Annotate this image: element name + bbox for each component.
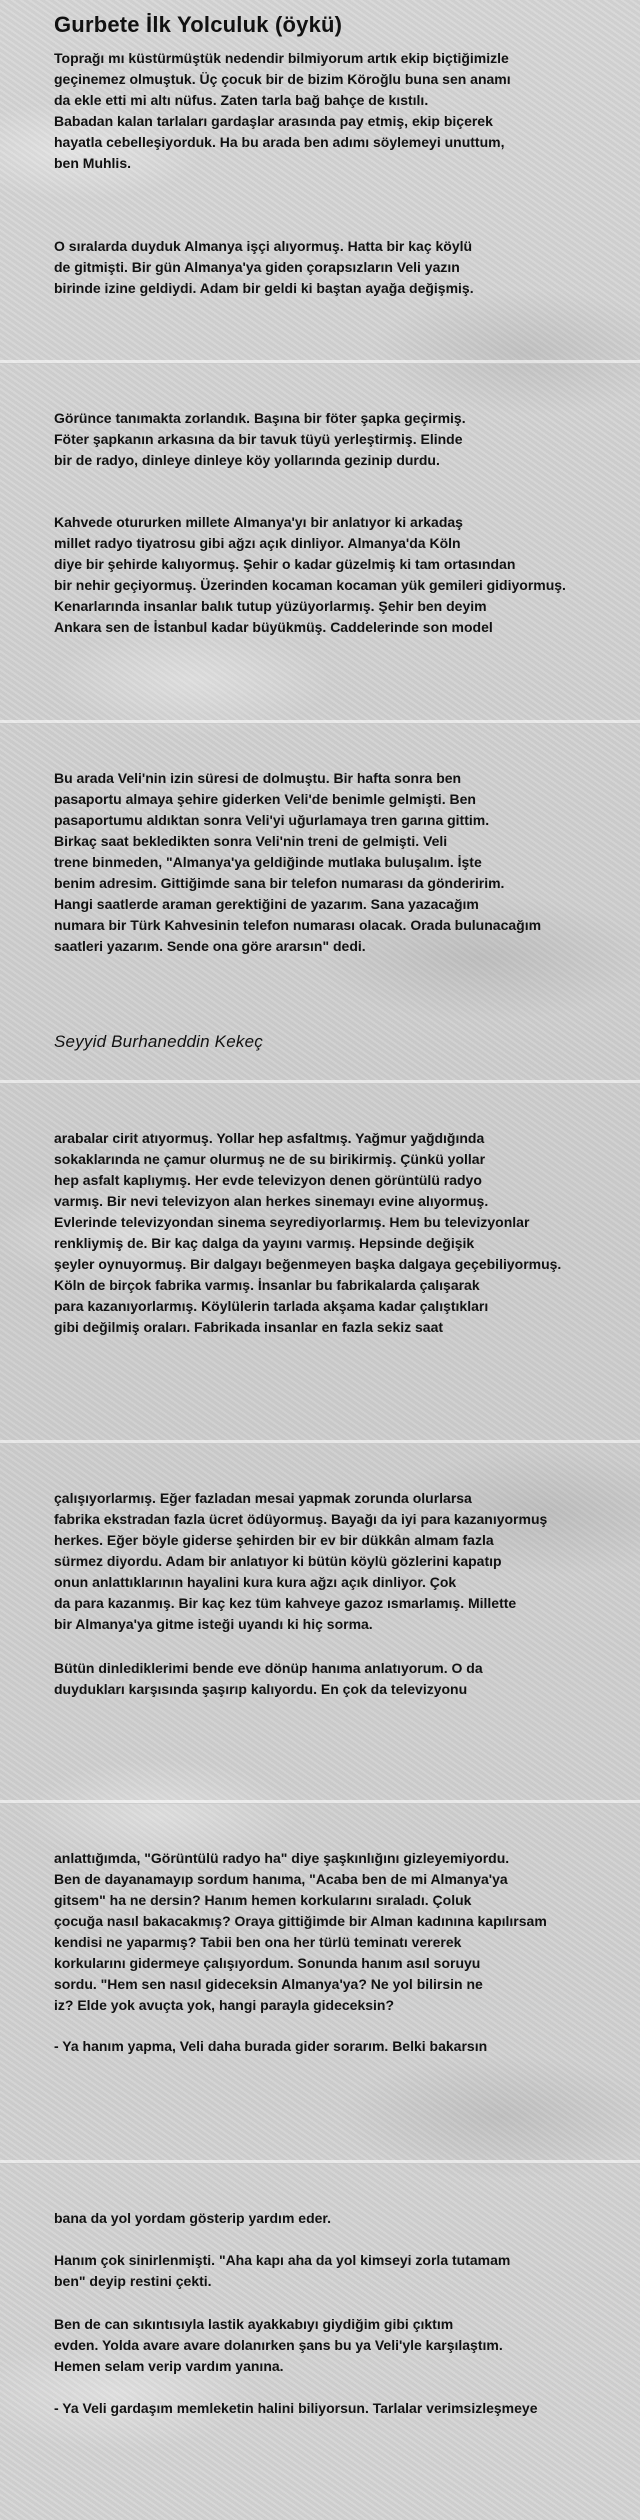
story-page-5 — [0, 1440, 640, 1800]
paragraph: Kahvede otururken millete Almanya'yı bir anlatıyor ki arkadaş millet radyo tiyatrosu gibi ağzı açık dinliyor. Almanya'da Köln diye bir şehirde kalıyormuş. Şehir o kadar güzelmiş ki tam ortasından bir nehir geçiyormuş. Üzerinden kocaman kocaman yük gemileri gidiyormuş. Kenarlarında insanlar balık tutup yüzüyorlarmış. Şehir ben deyim Ankara sen de İstanbul kadar büyükmüş. Caddelerinde son model — [54, 514, 566, 635]
paragraph: anlattığımda, "Görüntülü radyo ha" diye şaşkınlığını gizleyemiyordu. Ben de dayanamayıp sordum hanıma, "Acaba ben de mi Almanya'ya gitsem" ha ne dersin? Hanım hemen korkularını sıraladı. Çoluk çocuğa nasıl bakacakmış? Oraya gittiğimde bir Alman kadınına kapılırsam kendisi ne yaparmış? Tabii ben ona her türlü teminatı vererek korkularını gidermeye çalışıyordum. Sonunda hanım asıl soruyu sordu. "Hem sen nasıl gideceksin Almanya'ya? Ne yol bilirsin ne iz? Elde yok avuçta yok, hangi parayla gideceksin? — [54, 1850, 547, 2013]
paragraph: Toprağı mı küstürmüştük nedendir bilmiyorum artık ekip biçtiğimizle geçinemez olmuştuk. Üç çocuk bir de bizim Köroğlu buna sen anamı da ekle etti mi altı nüfus. Zaten tarla bağ bahçe de kıstılı. Babadan kalan tarlaları gardaşlar arasında pay etmiş, ekip biçerek hayatla cebelleşiyorduk. Ha bu arada ben adımı söylemeyi unuttum, ben Muhlis. — [54, 50, 511, 171]
paragraph: - Ya hanım yapma, Veli daha burada gider sorarım. Belki bakarsın — [54, 2038, 488, 2054]
author-signature: Seyyid Burhaneddin Kekeç — [54, 1032, 263, 1051]
paragraph: arabalar cirit atıyormuş. Yollar hep asfaltmış. Yağmur yağdığında sokaklarında ne çamur olurmuş ne de su birikirmiş. Çünkü yollar hep asfalt kaplıymış. Her evde televizyon denen görüntülü radyo varmış. Bir nevi televizyon alan herkes sinemayı evine alıyormuş. Evlerinde televizyondan sinema seyrediyorlarmış. Hem bu televizyonlar renkliymiş de. Bir kaç dalga da yayını varmış. Hepsinde değişik şeyler oynuyormuş. Bir dalgayı beğenmeyen başka dalgaya geçebiliyormuş. Köln de birçok fabrika varmış. İnsanlar bu fabrikalarda çalışarak para kazanıyorlarmış. Köylülerin tarlada akşama kadar çalıştıkları gibi değilmiş oraları. Fabrikada insanlar en fazla sekiz saat — [54, 1130, 562, 1335]
story-page-3 — [0, 720, 640, 1080]
paragraph: Ben de can sıkıntısıyla lastik ayakkabıyı giydiğim gibi çıktım evden. Yolda avare avare dolanırken şans bu ya Veli'yle karşılaştım. Hemen selam verip vardım yanına. — [54, 2316, 503, 2374]
story-page-4 — [0, 1080, 640, 1440]
story-page-1 — [0, 0, 640, 360]
paragraph: Bu arada Veli'nin izin süresi de dolmuştu. Bir hafta sonra ben pasaportu almaya şehire giderken Veli'de benimle gelmişti. Ben pasaportumu aldıktan sonra Veli'yi uğurlamaya tren garına gittim. Birkaç saat bekledikten sonra Veli'nin treni de gelmişti. Veli trene binmeden, "Almanya'ya geldiğinde mutlaka buluşalım. İşte benim adresim. Gittiğimde sana bir telefon numarası da gönderirim. Hangi saatlerde araman gerektiğini de yazarım. Sana yazacağım numara bir Türk Kahvesinin telefon numarası olacak. Orada bulunacağım saatleri yazarım. Sende ona göre ararsın" dedi. — [54, 770, 542, 954]
story-page-6 — [0, 1800, 640, 2160]
story-page-7 — [0, 2160, 640, 2520]
paragraph: çalışıyorlarmış. Eğer fazladan mesai yapmak zorunda olurlarsa fabrika ekstradan fazla ücret ödüyormuş. Bayağı da iyi para kazanıyormuş herkes. Eğer böyle giderse şehirden bir ev bir dükkân almam fazla sürmez diyordu. Adam bir anlatıyor ki bütün köylü gözlerini kapatıp onun anlattıklarının hayalini kura kura ağzı açık dinliyor. Çok da para kazanmış. Bir kaç kez tüm kahveye gazoz ısmarlamış. Millette bir Almanya'ya gitme isteği uyandı ki hiç sorma. — [54, 1490, 548, 1632]
paragraph: Hanım çok sinirlenmişti. "Aha kapı aha da yol kimseyi zorla tutamam ben" deyip restini çekti. — [54, 2252, 511, 2289]
story-page-2 — [0, 360, 640, 720]
paragraph: bana da yol yordam gösterip yardım eder. — [54, 2210, 331, 2226]
paragraph: O sıralarda duyduk Almanya işçi alıyormuş. Hatta bir kaç köylü de gitmişti. Bir gün Almanya'ya giden çorapsızların Veli yazın birinde izine geldiydi. Adam bir geldi ki baştan ayağa değişmiş. — [54, 238, 474, 296]
paragraph: - Ya Veli gardaşım memleketin halini biliyorsun. Tarlalar verimsizleşmeye — [54, 2400, 538, 2416]
story-title: Gurbete İlk Yolculuk (öykü) — [54, 12, 343, 37]
paragraph: Görünce tanımakta zorlandık. Başına bir föter şapka geçirmiş. Föter şapkanın arkasına da bir tavuk tüyü yerleştirmiş. Elinde bir de radyo, dinleye dinleye köy yollarında gezinip durdu. — [54, 410, 466, 468]
paragraph: Bütün dinlediklerimi bende eve dönüp hanıma anlatıyorum. O da duydukları karşısında şaşırıp kalıyordu. En çok da televizyonu — [54, 1660, 483, 1697]
